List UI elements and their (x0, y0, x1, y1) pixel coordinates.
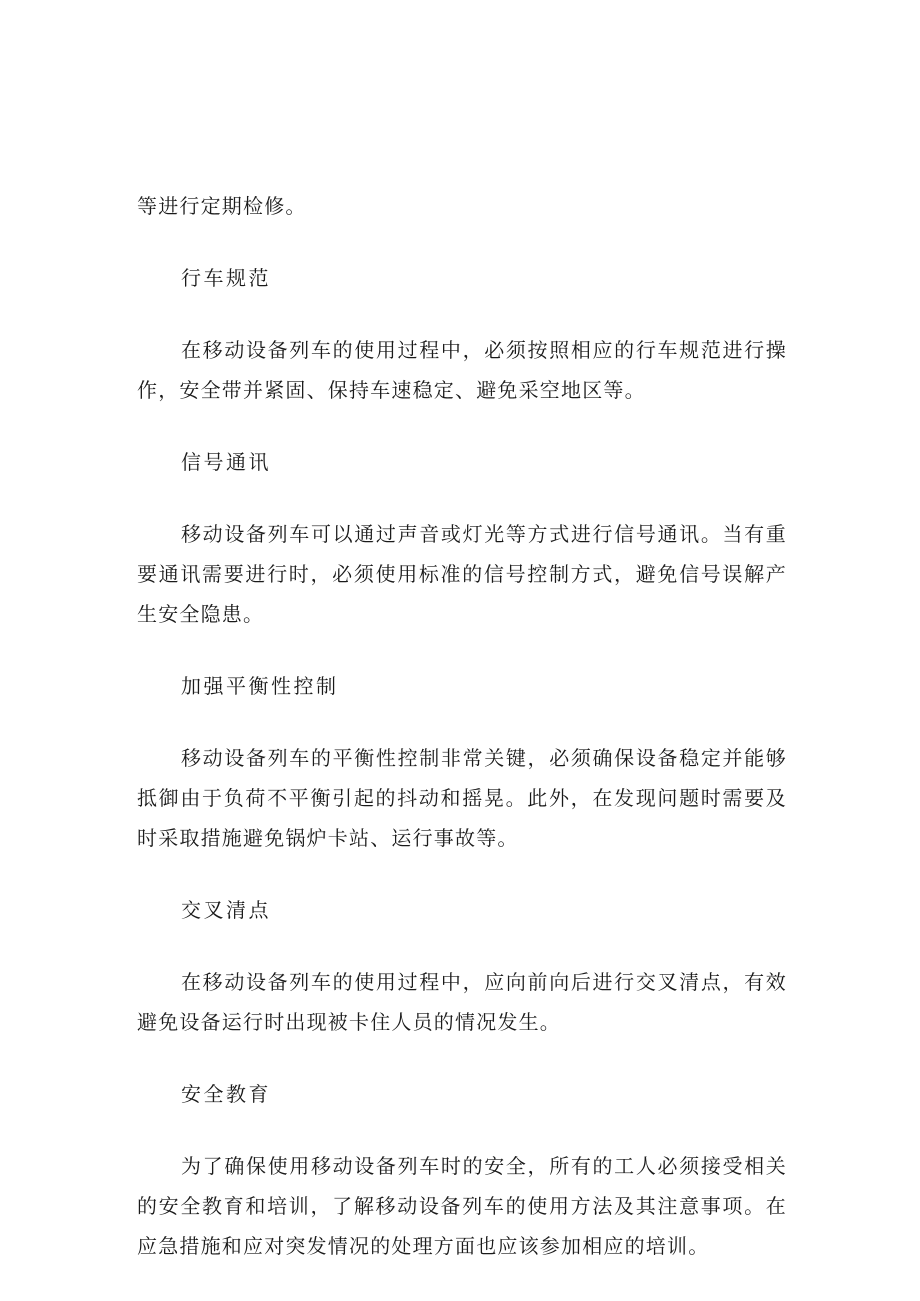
paragraph-gap (137, 298, 787, 330)
paragraph-gap (137, 706, 787, 738)
section-heading-safety-education: 安全教育 (181, 1082, 271, 1106)
paragraph-gap (137, 482, 787, 514)
section-heading-cross-check: 交叉清点 (181, 898, 271, 922)
paragraph-balance-control: 移动设备列车的平衡性控制非常关键，必须确保设备稳定并能够抵御由于负荷不平衡引起的抖动和摇晃。此外，在发现问题时需要及时采取措施避免锅炉卡站、运行事故等。 (137, 746, 787, 850)
document-body (137, 186, 787, 1266)
section-heading-signal-communication: 信号通讯 (181, 450, 271, 474)
paragraph-gap (137, 226, 787, 258)
paragraph-gap (137, 1114, 787, 1146)
paragraph-gap (137, 410, 787, 442)
paragraph-maintenance-continuation: 等进行定期检修。 (137, 194, 307, 218)
section-heading-driving-rules: 行车规范 (181, 266, 271, 290)
paragraph-gap (137, 858, 787, 890)
paragraph-gap (137, 634, 787, 666)
paragraph-cross-check: 在移动设备列车的使用过程中，应向前向后进行交叉清点，有效避免设备运行时出现被卡住人员的情况发生。 (137, 970, 787, 1034)
paragraph-safety-education: 为了确保使用移动设备列车时的安全，所有的工人必须接受相关的安全教育和培训，了解移动设备列车的使用方法及其注意事项。在应急措施和应对突发情况的处理方面也应该参加相应的培训。 (137, 1154, 787, 1258)
paragraph-gap (137, 930, 787, 962)
paragraph-gap (137, 1042, 787, 1074)
paragraph-driving-rules: 在移动设备列车的使用过程中，必须按照相应的行车规范进行操作，安全带并紧固、保持车速稳定、避免采空地区等。 (137, 338, 787, 402)
paragraph-signal-communication: 移动设备列车可以通过声音或灯光等方式进行信号通讯。当有重要通讯需要进行时，必须使用标准的信号控制方式，避免信号误解产生安全隐患。 (137, 522, 787, 626)
section-heading-balance-control: 加强平衡性控制 (181, 674, 339, 698)
